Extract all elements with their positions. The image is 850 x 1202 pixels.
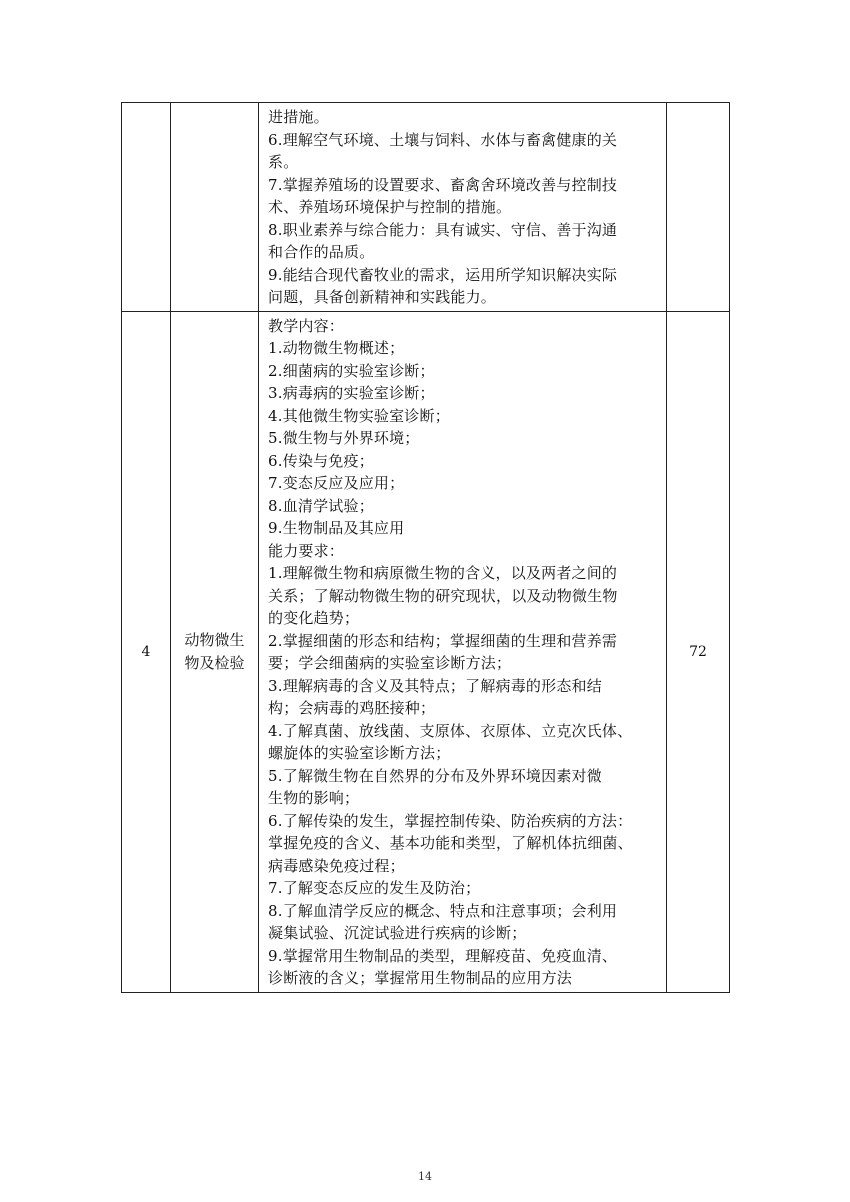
content-line: 生物的影响； <box>268 789 360 807</box>
content-line: 教学内容： <box>268 316 345 335</box>
hours-cell <box>667 103 730 312</box>
table-row-continued <box>122 103 730 312</box>
content-line: 构；会病毒的鸡胚接种； <box>268 699 436 717</box>
content-line: 5.微生物与外界环境； <box>268 429 420 447</box>
content-line: 4.其他微生物实验室诊断； <box>268 406 450 425</box>
content-line: 9.能结合现代畜牧业的需求，运用所学知识解决实际 <box>268 265 618 284</box>
content-line: 病毒感染免疫过程； <box>268 856 405 875</box>
content-line: 1.动物微生物概述； <box>268 339 405 357</box>
content-line: 4.了解真菌、放线菌、支原体、衣原体、立克次氏体、 <box>268 721 633 740</box>
content-line: 8.了解血清学反应的概念、特点和注意事项；会利用 <box>268 901 618 920</box>
content-line: 2.掌握细菌的形态和结构；掌握细菌的生理和营养需 <box>268 631 618 650</box>
content-line: 3.病毒病的实验室诊断； <box>268 384 435 402</box>
content-line: 进措施。 <box>268 108 329 126</box>
content-line: 9.生物制品及其应用 <box>268 519 405 537</box>
course-hours: 72 <box>667 311 730 992</box>
content-line: 6.了解传染的发生，掌握控制传染、防治疾病的方法： <box>268 811 633 830</box>
table-row-4 <box>122 311 730 992</box>
content-line: 要；学会细菌病的实验室诊断方法； <box>268 654 512 672</box>
row-number: 4 <box>122 311 171 992</box>
content-line: 6.理解空气环境、土壤与饲料、水体与畜禽健康的关 <box>268 130 618 149</box>
content-line: 螺旋体的实验室诊断方法； <box>268 744 451 762</box>
content-line: 术、养殖场环境保护与控制的措施。 <box>268 198 512 216</box>
course-content-cell <box>259 103 667 312</box>
content-line: 6.传染与免疫； <box>268 451 374 470</box>
content-line: 7.掌握养殖场的设置要求、畜禽舍环境改善与控制技 <box>268 175 618 194</box>
content-line: 9.掌握常用生物制品的类型，理解疫苗、免疫血清、 <box>268 946 618 965</box>
content-line: 关系；了解动物微生物的研究现状，以及动物微生物 <box>268 586 618 605</box>
content-line: 5.了解微生物在自然界的分布及外界环境因素对微 <box>268 766 602 785</box>
course-name <box>171 311 259 992</box>
content-line: 2.细菌病的实验室诊断； <box>268 361 435 380</box>
content-line: 1.理解微生物和病原微生物的含义，以及两者之间的 <box>268 564 618 582</box>
course-table <box>121 102 730 993</box>
content-line: 8.职业素养与综合能力：具有诚实、守信、善于沟通 <box>268 220 618 239</box>
content-line: 问题，具备创新精神和实践能力。 <box>268 288 497 306</box>
row-number-cell <box>122 103 171 312</box>
page-number: 14 <box>418 1170 432 1183</box>
content-line: 3.理解病毒的含义及其特点；了解病毒的形态和结 <box>268 676 602 695</box>
content-line: 凝集试验、沉淀试验进行疾病的诊断； <box>268 924 527 942</box>
content-line: 掌握免疫的含义、基本功能和类型，了解机体抗细菌、 <box>268 834 633 852</box>
content-line: 系。 <box>268 153 299 171</box>
course-name-cell <box>171 103 259 312</box>
content-line: 7.了解变态反应的发生及防治； <box>268 879 481 897</box>
content-line: 的变化趋势； <box>268 609 360 627</box>
content-line: 能力要求： <box>268 541 345 560</box>
content-line: 8.血清学试验； <box>268 496 374 515</box>
content-line: 和合作的品质。 <box>268 243 375 261</box>
content-line: 诊断液的含义；掌握常用生物制品的应用方法 <box>268 969 573 987</box>
course-content <box>259 311 667 992</box>
course-name-line: 动物微生 <box>184 631 245 649</box>
content-line: 7.变态反应及应用； <box>268 474 405 492</box>
course-name-line: 物及检验 <box>184 653 245 672</box>
